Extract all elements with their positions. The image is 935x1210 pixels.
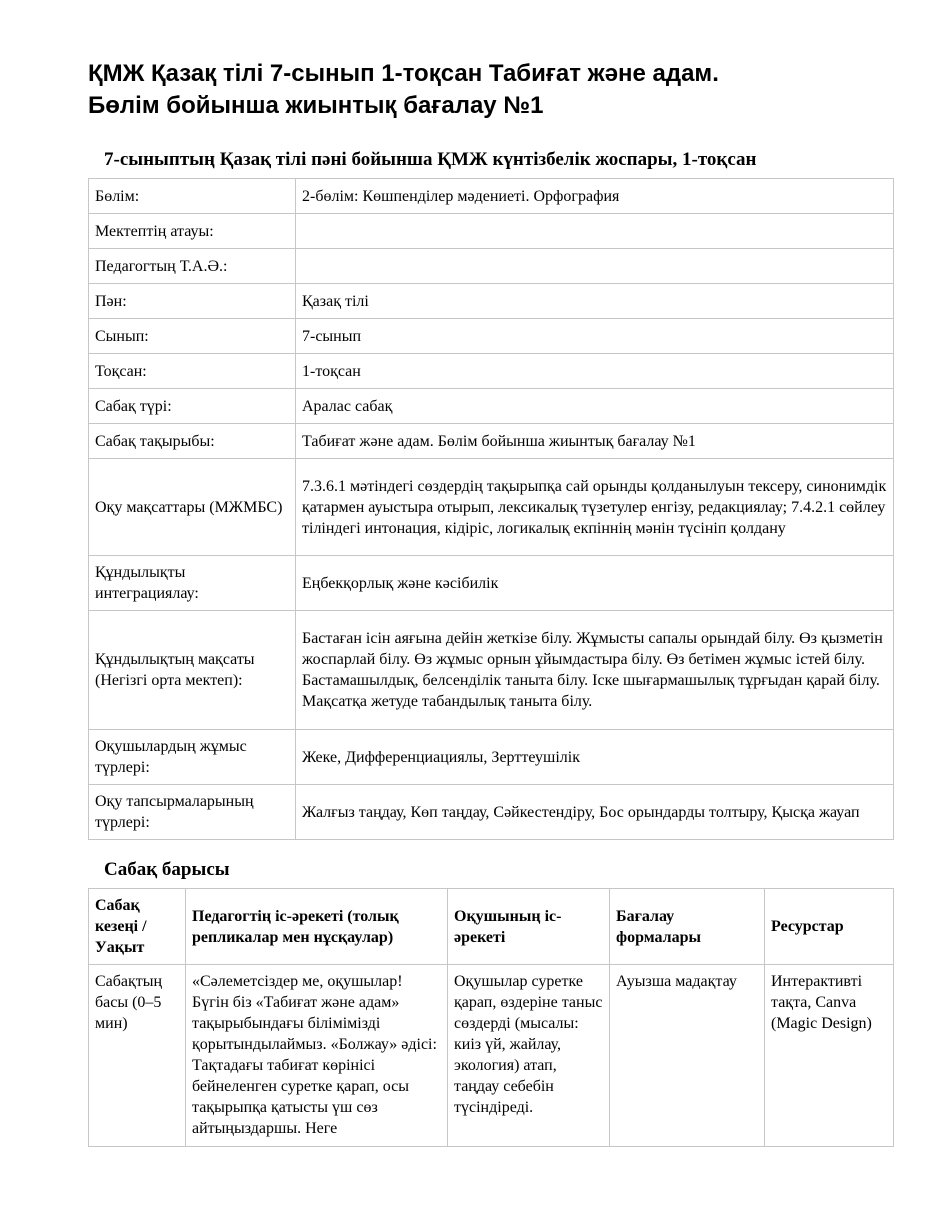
table-row (89, 556, 894, 611)
info-label: Құндылықты интеграциялау: (89, 556, 296, 611)
column-header-resources: Ресурстар (765, 889, 894, 965)
info-value: Бастаған ісін аяғына дейін жеткізе білу. Жұмысты сапалы орындай білу. Өз қызметін жоспарлай білу. Өз жұмыс орнын ұйымдастыра білу. Өз бетімен жұмыс істей білу. Бастамашылдық, белсенділік таныта білу. Іске шығармашылық тұрғыдан қарай білу. Мақсатқа жетуде табандылық таныта білу. (296, 611, 894, 730)
info-label: Сабақ тақырыбы: (89, 424, 296, 459)
table-row (89, 611, 894, 730)
lesson-heading: Сабақ барысы (104, 859, 230, 880)
info-value: 7-сынып (296, 319, 894, 354)
student-cell: Оқушылар суретке қарап, өздеріне таныс сөздерді (мысалы: киіз үй, жайлау, экология) атап, таңдау себебін түсіндіреді. (448, 965, 610, 1147)
info-label: Тоқсан: (89, 354, 296, 389)
assessment-cell: Ауызша мадақтау (610, 965, 765, 1147)
table-row (89, 389, 894, 424)
info-label: Сынып: (89, 319, 296, 354)
table-row (89, 319, 894, 354)
info-label: Құндылықтың мақсаты (Негізгі орта мектеп): (89, 611, 296, 730)
info-value: Қазақ тілі (296, 284, 894, 319)
table-row (89, 785, 894, 840)
table-row (89, 179, 894, 214)
info-value: Табиғат және адам. Бөлім бойынша жиынтық бағалау №1 (296, 424, 894, 459)
info-label: Оқу тапсырмаларының түрлері: (89, 785, 296, 840)
info-value: Жеке, Дифференциациялы, Зерттеушілік (296, 730, 894, 785)
title-line-1: ҚМЖ Қазақ тілі 7-сынып 1-тоқсан Табиғат және адам. (88, 60, 719, 87)
info-label: Педагогтың Т.А.Ә.: (89, 249, 296, 284)
table-row (89, 730, 894, 785)
table-header-row (89, 889, 894, 965)
table-row (89, 424, 894, 459)
info-label: Оқу мақсаттары (МЖМБС) (89, 459, 296, 556)
info-value: Жалғыз таңдау, Көп таңдау, Сәйкестендіру, Бос орындарды толтыру, Қысқа жауап (296, 785, 894, 840)
info-label: Пән: (89, 284, 296, 319)
document-title (88, 58, 893, 122)
column-header-assessment: Бағалау формалары (610, 889, 765, 965)
column-header-teacher: Педагогтің іс-әрекеті (толық репликалар мен нұсқаулар) (186, 889, 448, 965)
plan-heading: 7-сыныптың Қазақ тілі пәні бойынша ҚМЖ күнтізбелік жоспары, 1-тоқсан (104, 149, 757, 170)
lesson-flow-table (88, 888, 894, 1147)
column-header-student: Оқушының іс-әрекеті (448, 889, 610, 965)
info-value: 1-тоқсан (296, 354, 894, 389)
info-label: Бөлім: (89, 179, 296, 214)
lesson-info-table (88, 178, 894, 840)
table-row (89, 214, 894, 249)
info-value (296, 249, 894, 284)
info-label: Сабақ түрі: (89, 389, 296, 424)
stage-cell: Сабақтың басы (0–5 мин) (89, 965, 186, 1147)
table-row (89, 965, 894, 1147)
title-line-2: Бөлім бойынша жиынтық бағалау №1 (88, 92, 544, 119)
info-value: Еңбекқорлық және кәсібилік (296, 556, 894, 611)
column-header-stage: Сабақ кезеңі / Уақыт (89, 889, 186, 965)
table-row (89, 354, 894, 389)
table-row (89, 284, 894, 319)
resources-cell: Интерактивті тақта, Canva (Magic Design) (765, 965, 894, 1147)
info-value: 7.3.6.1 мәтіндегі сөздердің тақырыпқа сай орынды қолданылуын тексеру, синонимдік қатармен ауыстыра отырып, лексикалық түзетулер енгізу, редакциялау; 7.4.2.1 сөйлеу тіліндегі интонация, кідіріс, логикалық екпіннің мәнін түсініп қолдану (296, 459, 894, 556)
info-label: Оқушылардың жұмыс түрлері: (89, 730, 296, 785)
info-value: 2-бөлім: Көшпенділер мәдениеті. Орфография (296, 179, 894, 214)
table-row (89, 459, 894, 556)
teacher-cell: «Сәлеметсіздер ме, оқушылар! Бүгін біз «Табиғат және адам» тақырыбындағы білімімізді қорытындылаймыз. «Болжау» әдісі: Тақтадағы табиғат көрінісі бейнеленген суретке қарап, осы тақырыпқа қатысты үш сөз айтыңыздаршы. Неге (186, 965, 448, 1147)
document-page (88, 58, 893, 1147)
table-row (89, 249, 894, 284)
info-value (296, 214, 894, 249)
info-value: Аралас сабақ (296, 389, 894, 424)
info-label: Мектептің атауы: (89, 214, 296, 249)
